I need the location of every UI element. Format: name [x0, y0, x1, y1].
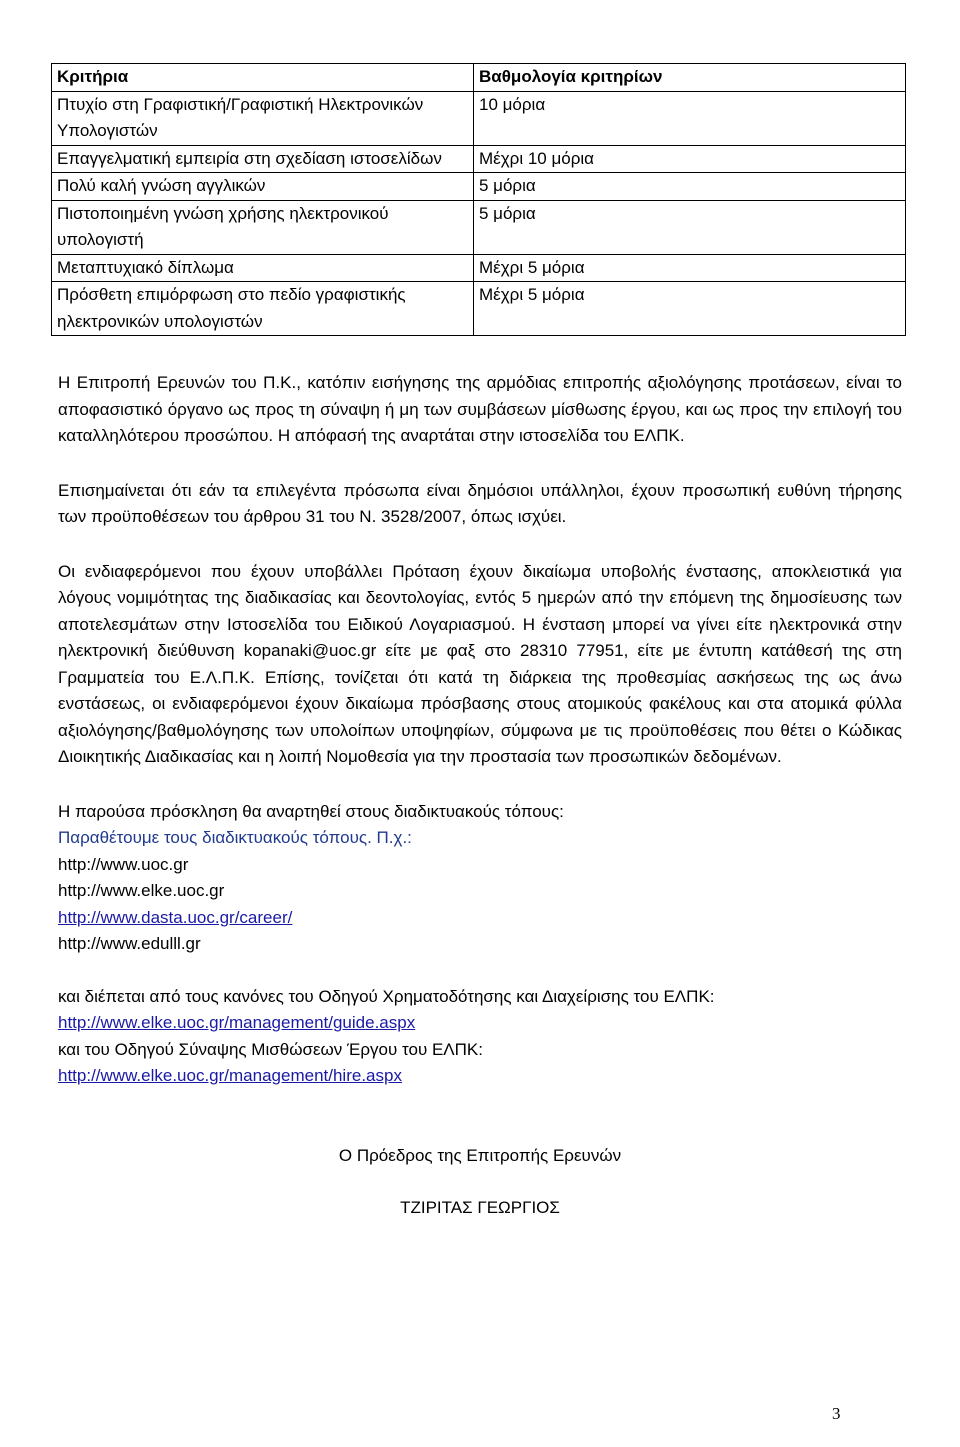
site-link-dasta[interactable]: http://www.dasta.uoc.gr/career/ — [58, 907, 293, 927]
score-cell: 5 μόρια — [474, 173, 906, 201]
site-link-edulll[interactable]: http://www.edulll.gr — [58, 934, 201, 953]
header-criteria: Κριτήρια — [52, 64, 474, 92]
governance-text-guide: και διέπεται από τους κανόνες του Οδηγού Χρηματοδότησης και Διαχείρισης του ΕΛΠΚ: — [58, 986, 715, 1006]
criterion-cell: Μεταπτυχιακό δίπλωμα — [52, 254, 474, 282]
site-link-uoc[interactable]: http://www.uoc.gr — [58, 854, 189, 874]
score-cell: 10 μόρια — [474, 91, 906, 145]
signatory-title: Ο Πρόεδρος της Επιτροπής Ερευνών — [338, 1145, 622, 1165]
objection-paragraph: Οι ενδιαφερόμενοι που έχουν υποβάλλει Πρόταση έχουν δικαίωμα υποβολής ένστασης, αποκλειστικά για λόγους νομιμότητας της διαδικασίας και δεοντολογίας, εντός 5 ημερών από την επόμενη της δημοσίευσης των αποτελεσμάτων στην Ιστοσελίδα του Ειδικού Λογαριασμού. Η ένσταση μπορεί να γίνει είτε ηλεκτρονικά στην ηλεκτρονική διεύθυνση kopanaki@uoc.gr είτε με φαξ στο 28310 77951, είτε με έντυπη κατάθεσή της στη Γραμματεία του Ε.Λ.Π.Κ. Επίσης, τονίζεται ότι κατά τη διάρκεια της προθεσμίας ασκήσεως της ως άνω ενστάσεως, οι ενδιαφερόμενοι έχουν δικαίωμα πρόσβασης στους ατομικούς φακέλους και στα ατομικά φύλλα αξιολόγησης/βαθμολόγησης των υπολοίπων υποψηφίων, σύμφωνα με τις προϋποθέσεις που θέτει ο Κώδικας Διοικητικής Διαδικασίας και η λοιπή Νομοθεσία για την προστασία των προσωπικών δεδομένων. — [58, 561, 902, 766]
score-cell: Μέχρι 10 μόρια — [474, 145, 906, 173]
criterion-cell: Επαγγελματική εμπειρία στη σχεδίαση ιστοσελίδων — [52, 145, 474, 173]
committee-paragraph: Η Επιτροπή Ερευνών του Π.Κ., κατόπιν εισήγησης της αρμόδιας επιτροπής αξιολόγησης προτάσεων, είναι το αποφασιστικό όργανο ως προς τη σύναψη ή μη των συμβάσεων μίσθωσης έργου, και ως προς την επιλογή του καταλληλότερου προσώπου. Η απόφασή της αναρτάται στην ιστοσελίδα του ΕΛΠΚ. — [58, 373, 902, 445]
governance-text-hire: και του Οδηγού Σύναψης Μισθώσεων Έργου του ΕΛΠΚ: — [58, 1039, 483, 1059]
posting-note: Παραθέτουμε τους διαδικτυακούς τόπους. Π.χ.: — [58, 828, 412, 847]
table-row — [52, 145, 906, 173]
civil-servants-paragraph: Επισημαίνεται ότι εάν τα επιλεγέντα πρόσωπα είναι δημόσιοι υπάλληλοι, έχουν προσωπική ευθύνη τήρησης των προϋποθέσεων του άρθρου 31 του Ν. 3528/2007, όπως ισχύει. — [58, 480, 902, 526]
score-cell: Μέχρι 5 μόρια — [474, 282, 906, 336]
criterion-cell: Πιστοποιημένη γνώση χρήσης ηλεκτρονικού υπολογιστή — [52, 200, 474, 254]
score-cell: Μέχρι 5 μόρια — [474, 254, 906, 282]
document-body — [58, 63, 902, 1222]
table-row — [52, 254, 906, 282]
table-row — [52, 282, 906, 336]
table-header-row — [52, 64, 906, 92]
page-number: 3 — [832, 1404, 841, 1423]
signatory-name: ΤΖΙΡΙΤΑΣ ΓΕΩΡΓΙΟΣ — [400, 1198, 560, 1217]
header-score: Βαθμολογία κριτηρίων — [474, 64, 906, 92]
score-cell: 5 μόρια — [474, 200, 906, 254]
criterion-cell: Πρόσθετη επιμόρφωση στο πεδίο γραφιστικής ηλεκτρονικών υπολογιστών — [52, 282, 474, 336]
site-link-elke[interactable]: http://www.elke.uoc.gr — [58, 881, 225, 900]
hire-link[interactable]: http://www.elke.uoc.gr/management/hire.aspx — [58, 1066, 402, 1085]
table-row — [52, 91, 906, 145]
criteria-table — [51, 63, 906, 336]
criterion-cell: Πτυχίο στη Γραφιστική/Γραφιστική Ηλεκτρονικών Υπολογιστών — [52, 91, 474, 145]
table-row — [52, 200, 906, 254]
posting-intro: Η παρούσα πρόσκληση θα αναρτηθεί στους διαδικτυακούς τόπους: — [58, 801, 564, 821]
table-row — [52, 173, 906, 201]
guide-link[interactable]: http://www.elke.uoc.gr/management/guide.aspx — [58, 1013, 416, 1032]
criterion-cell: Πολύ καλή γνώση αγγλικών — [52, 173, 474, 201]
